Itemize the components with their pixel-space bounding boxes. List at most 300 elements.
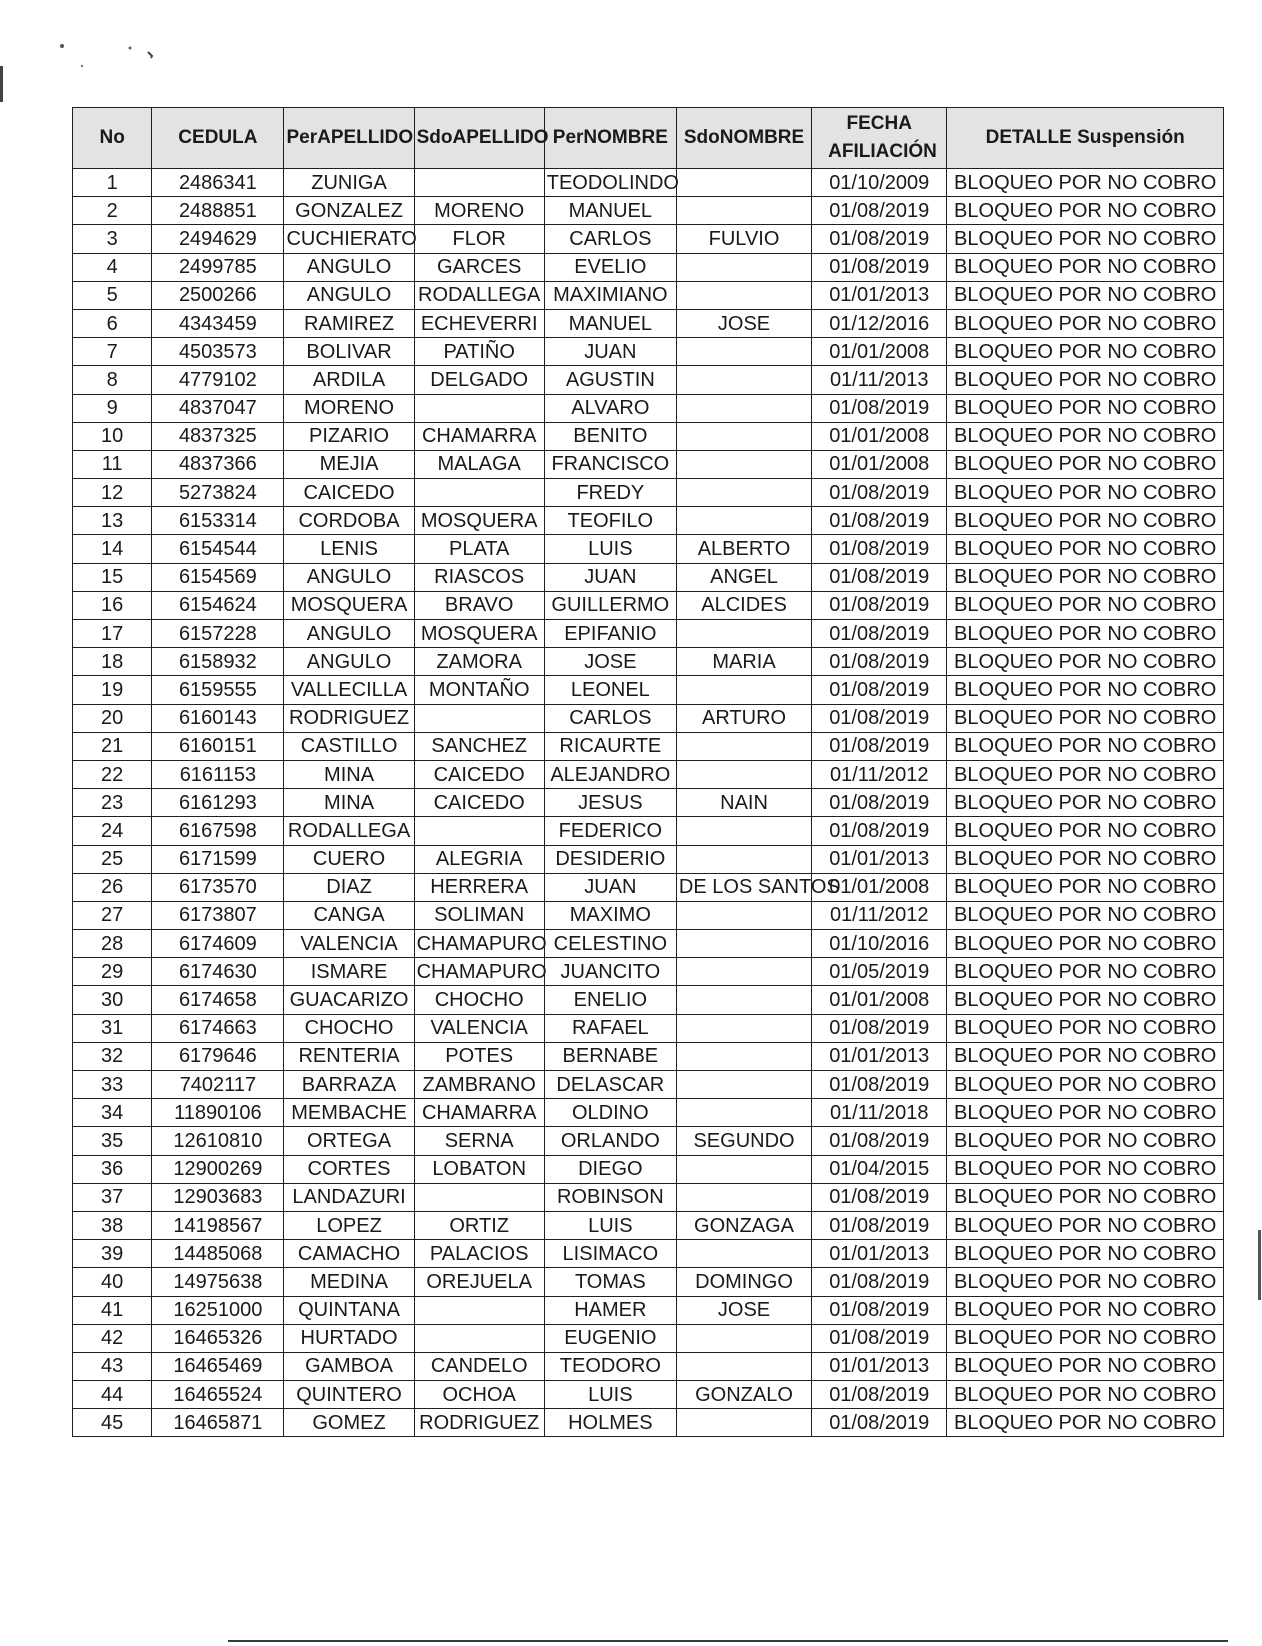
cell-fecha-afiliacion: 01/08/2019 xyxy=(812,1183,947,1211)
cell-detalle-suspension: BLOQUEO POR NO COBRO xyxy=(947,901,1224,929)
cell-detalle-suspension: BLOQUEO POR NO COBRO xyxy=(947,197,1224,225)
cell-detalle-suspension: BLOQUEO POR NO COBRO xyxy=(947,986,1224,1014)
cell-fecha-afiliacion: 01/01/2013 xyxy=(812,281,947,309)
cell-detalle-suspension: BLOQUEO POR NO COBRO xyxy=(947,648,1224,676)
cell-per-apellido: LANDAZURI xyxy=(284,1183,414,1211)
table-row xyxy=(73,507,1224,535)
cell-no: 8 xyxy=(73,366,152,394)
cell-per-apellido: CASTILLO xyxy=(284,732,414,760)
cell-sdo-nombre xyxy=(676,1155,811,1183)
cell-per-nombre: JUANCITO xyxy=(544,958,676,986)
cell-cedula: 4837366 xyxy=(152,450,284,478)
cell-no: 24 xyxy=(73,817,152,845)
cell-per-apellido: VALENCIA xyxy=(284,930,414,958)
cell-per-nombre: DELASCAR xyxy=(544,1071,676,1099)
cell-per-nombre: CELESTINO xyxy=(544,930,676,958)
cell-sdo-apellido xyxy=(414,479,544,507)
cell-sdo-nombre xyxy=(676,281,811,309)
cell-sdo-apellido: CHAMARRA xyxy=(414,422,544,450)
cell-no: 42 xyxy=(73,1324,152,1352)
cell-per-apellido: MEDINA xyxy=(284,1268,414,1296)
cell-per-nombre: DESIDERIO xyxy=(544,845,676,873)
cell-per-apellido: RENTERIA xyxy=(284,1042,414,1070)
cell-sdo-nombre xyxy=(676,338,811,366)
cell-sdo-nombre xyxy=(676,1324,811,1352)
cell-no: 9 xyxy=(73,394,152,422)
cell-sdo-nombre xyxy=(676,845,811,873)
cell-no: 1 xyxy=(73,169,152,197)
cell-cedula: 6171599 xyxy=(152,845,284,873)
cell-fecha-afiliacion: 01/08/2019 xyxy=(812,732,947,760)
cell-sdo-apellido: PLATA xyxy=(414,535,544,563)
cell-cedula: 6154624 xyxy=(152,591,284,619)
cell-no: 36 xyxy=(73,1155,152,1183)
table-row xyxy=(73,704,1224,732)
cell-sdo-nombre xyxy=(676,958,811,986)
cell-detalle-suspension: BLOQUEO POR NO COBRO xyxy=(947,1183,1224,1211)
cell-sdo-apellido: MONTAÑO xyxy=(414,676,544,704)
table-row xyxy=(73,1127,1224,1155)
cell-fecha-afiliacion: 01/01/2013 xyxy=(812,1042,947,1070)
cell-fecha-afiliacion: 01/01/2008 xyxy=(812,873,947,901)
table-row xyxy=(73,958,1224,986)
cell-per-apellido: PIZARIO xyxy=(284,422,414,450)
col-header-fecha-afiliacion: FECHA AFILIACIÓN xyxy=(812,108,947,169)
cell-fecha-afiliacion: 01/04/2015 xyxy=(812,1155,947,1183)
cell-cedula: 14975638 xyxy=(152,1268,284,1296)
cell-per-nombre: JUAN xyxy=(544,338,676,366)
cell-fecha-afiliacion: 01/05/2019 xyxy=(812,958,947,986)
cell-per-nombre: LISIMACO xyxy=(544,1240,676,1268)
cell-sdo-nombre: ALCIDES xyxy=(676,591,811,619)
cell-sdo-apellido xyxy=(414,169,544,197)
cell-sdo-nombre xyxy=(676,1409,811,1437)
cell-cedula: 4343459 xyxy=(152,309,284,337)
cell-sdo-apellido xyxy=(414,704,544,732)
cell-cedula: 6154569 xyxy=(152,563,284,591)
cell-per-apellido: QUINTERO xyxy=(284,1381,414,1409)
cell-no: 29 xyxy=(73,958,152,986)
cell-per-nombre: HAMER xyxy=(544,1296,676,1324)
cell-sdo-nombre xyxy=(676,450,811,478)
cell-per-apellido: DIAZ xyxy=(284,873,414,901)
cell-detalle-suspension: BLOQUEO POR NO COBRO xyxy=(947,704,1224,732)
cell-detalle-suspension: BLOQUEO POR NO COBRO xyxy=(947,1324,1224,1352)
cell-sdo-apellido: ZAMBRANO xyxy=(414,1071,544,1099)
cell-sdo-nombre xyxy=(676,253,811,281)
cell-detalle-suspension: BLOQUEO POR NO COBRO xyxy=(947,1014,1224,1042)
cell-fecha-afiliacion: 01/08/2019 xyxy=(812,676,947,704)
table-row xyxy=(73,479,1224,507)
cell-sdo-apellido: MALAGA xyxy=(414,450,544,478)
cell-no: 7 xyxy=(73,338,152,366)
cell-per-apellido: ANGULO xyxy=(284,563,414,591)
cell-per-apellido: ZUNIGA xyxy=(284,169,414,197)
cell-fecha-afiliacion: 01/08/2019 xyxy=(812,591,947,619)
cell-sdo-apellido xyxy=(414,1324,544,1352)
scan-speck xyxy=(60,44,64,48)
table-row xyxy=(73,197,1224,225)
cell-cedula: 16465326 xyxy=(152,1324,284,1352)
cell-sdo-nombre xyxy=(676,507,811,535)
cell-no: 16 xyxy=(73,591,152,619)
table-row xyxy=(73,1296,1224,1324)
cell-cedula: 12610810 xyxy=(152,1127,284,1155)
cell-fecha-afiliacion: 01/01/2013 xyxy=(812,1240,947,1268)
cell-per-apellido: MEJIA xyxy=(284,450,414,478)
cell-sdo-nombre: NAIN xyxy=(676,789,811,817)
cell-per-nombre: TEODOLINDO xyxy=(544,169,676,197)
table-row xyxy=(73,1409,1224,1437)
footer-rule xyxy=(228,1640,1228,1642)
cell-per-nombre: AGUSTIN xyxy=(544,366,676,394)
table-row xyxy=(73,760,1224,788)
cell-fecha-afiliacion: 01/08/2019 xyxy=(812,225,947,253)
cell-detalle-suspension: BLOQUEO POR NO COBRO xyxy=(947,338,1224,366)
cell-cedula: 6174630 xyxy=(152,958,284,986)
cell-sdo-apellido: CANDELO xyxy=(414,1352,544,1380)
cell-per-nombre: BENITO xyxy=(544,422,676,450)
cell-sdo-nombre xyxy=(676,986,811,1014)
cell-sdo-nombre xyxy=(676,394,811,422)
cell-no: 28 xyxy=(73,930,152,958)
cell-no: 41 xyxy=(73,1296,152,1324)
table-row xyxy=(73,1042,1224,1070)
cell-per-apellido: RODALLEGA xyxy=(284,817,414,845)
cell-cedula: 6161153 xyxy=(152,760,284,788)
cell-per-apellido: HURTADO xyxy=(284,1324,414,1352)
cell-no: 4 xyxy=(73,253,152,281)
cell-per-nombre: EUGENIO xyxy=(544,1324,676,1352)
cell-detalle-suspension: BLOQUEO POR NO COBRO xyxy=(947,169,1224,197)
table-row xyxy=(73,1071,1224,1099)
cell-no: 11 xyxy=(73,450,152,478)
scan-speck xyxy=(81,65,83,67)
cell-cedula: 16465871 xyxy=(152,1409,284,1437)
cell-fecha-afiliacion: 01/12/2016 xyxy=(812,309,947,337)
cell-per-nombre: ROBINSON xyxy=(544,1183,676,1211)
cell-per-nombre: MAXIMO xyxy=(544,901,676,929)
cell-per-nombre: ALVARO xyxy=(544,394,676,422)
cell-no: 40 xyxy=(73,1268,152,1296)
cell-detalle-suspension: BLOQUEO POR NO COBRO xyxy=(947,1155,1224,1183)
cell-per-nombre: GUILLERMO xyxy=(544,591,676,619)
cell-detalle-suspension: BLOQUEO POR NO COBRO xyxy=(947,479,1224,507)
cell-cedula: 6154544 xyxy=(152,535,284,563)
cell-per-nombre: ORLANDO xyxy=(544,1127,676,1155)
cell-fecha-afiliacion: 01/11/2012 xyxy=(812,760,947,788)
cell-detalle-suspension: BLOQUEO POR NO COBRO xyxy=(947,789,1224,817)
cell-fecha-afiliacion: 01/01/2008 xyxy=(812,986,947,1014)
cell-fecha-afiliacion: 01/08/2019 xyxy=(812,1296,947,1324)
cell-cedula: 7402117 xyxy=(152,1071,284,1099)
cell-cedula: 6153314 xyxy=(152,507,284,535)
cell-no: 45 xyxy=(73,1409,152,1437)
table-row xyxy=(73,1352,1224,1380)
cell-per-nombre: MAXIMIANO xyxy=(544,281,676,309)
cell-per-nombre: RICAURTE xyxy=(544,732,676,760)
cell-per-apellido: CORDOBA xyxy=(284,507,414,535)
cell-cedula: 6174609 xyxy=(152,930,284,958)
cell-no: 27 xyxy=(73,901,152,929)
scan-edge-mark xyxy=(1258,1230,1261,1300)
cell-sdo-nombre xyxy=(676,1240,811,1268)
cell-sdo-nombre xyxy=(676,930,811,958)
cell-no: 5 xyxy=(73,281,152,309)
cell-no: 25 xyxy=(73,845,152,873)
cell-fecha-afiliacion: 01/11/2012 xyxy=(812,901,947,929)
cell-detalle-suspension: BLOQUEO POR NO COBRO xyxy=(947,1240,1224,1268)
cell-fecha-afiliacion: 01/08/2019 xyxy=(812,1127,947,1155)
table-row xyxy=(73,1155,1224,1183)
cell-per-nombre: MANUEL xyxy=(544,309,676,337)
table-row xyxy=(73,789,1224,817)
cell-per-apellido: LOPEZ xyxy=(284,1211,414,1239)
cell-sdo-apellido: MORENO xyxy=(414,197,544,225)
cell-detalle-suspension: BLOQUEO POR NO COBRO xyxy=(947,1409,1224,1437)
cell-per-nombre: JOSE xyxy=(544,648,676,676)
cell-per-nombre: DIEGO xyxy=(544,1155,676,1183)
cell-sdo-apellido: SERNA xyxy=(414,1127,544,1155)
cell-cedula: 6174663 xyxy=(152,1014,284,1042)
cell-detalle-suspension: BLOQUEO POR NO COBRO xyxy=(947,281,1224,309)
cell-fecha-afiliacion: 01/08/2019 xyxy=(812,704,947,732)
cell-cedula: 16465524 xyxy=(152,1381,284,1409)
cell-no: 14 xyxy=(73,535,152,563)
cell-sdo-apellido: VALENCIA xyxy=(414,1014,544,1042)
cell-per-nombre: TEODORO xyxy=(544,1352,676,1380)
cell-sdo-nombre xyxy=(676,1099,811,1127)
table-row xyxy=(73,366,1224,394)
table-row xyxy=(73,873,1224,901)
cell-sdo-apellido: CAICEDO xyxy=(414,760,544,788)
cell-cedula: 14485068 xyxy=(152,1240,284,1268)
cell-per-nombre: HOLMES xyxy=(544,1409,676,1437)
cell-fecha-afiliacion: 01/08/2019 xyxy=(812,1211,947,1239)
cell-sdo-nombre: ARTURO xyxy=(676,704,811,732)
scan-speck xyxy=(148,52,152,58)
table-row xyxy=(73,620,1224,648)
cell-fecha-afiliacion: 01/08/2019 xyxy=(812,1409,947,1437)
cell-sdo-apellido: POTES xyxy=(414,1042,544,1070)
cell-fecha-afiliacion: 01/08/2019 xyxy=(812,394,947,422)
cell-sdo-apellido: RODRIGUEZ xyxy=(414,1409,544,1437)
cell-per-apellido: MINA xyxy=(284,789,414,817)
cell-sdo-apellido: SOLIMAN xyxy=(414,901,544,929)
cell-no: 6 xyxy=(73,309,152,337)
cell-sdo-nombre: MARIA xyxy=(676,648,811,676)
table-row xyxy=(73,1099,1224,1127)
cell-fecha-afiliacion: 01/08/2019 xyxy=(812,1014,947,1042)
cell-detalle-suspension: BLOQUEO POR NO COBRO xyxy=(947,873,1224,901)
cell-no: 44 xyxy=(73,1381,152,1409)
table-row xyxy=(73,1211,1224,1239)
cell-per-nombre: BERNABE xyxy=(544,1042,676,1070)
table-row xyxy=(73,394,1224,422)
cell-detalle-suspension: BLOQUEO POR NO COBRO xyxy=(947,1381,1224,1409)
cell-sdo-nombre xyxy=(676,1042,811,1070)
cell-no: 15 xyxy=(73,563,152,591)
cell-per-nombre: JUAN xyxy=(544,873,676,901)
cell-sdo-apellido: CHAMARRA xyxy=(414,1099,544,1127)
cell-per-apellido: QUINTANA xyxy=(284,1296,414,1324)
table-row xyxy=(73,169,1224,197)
cell-per-nombre: LUIS xyxy=(544,535,676,563)
cell-sdo-apellido: RODALLEGA xyxy=(414,281,544,309)
cell-detalle-suspension: BLOQUEO POR NO COBRO xyxy=(947,1352,1224,1380)
cell-detalle-suspension: BLOQUEO POR NO COBRO xyxy=(947,1071,1224,1099)
scan-speck xyxy=(129,47,132,50)
cell-per-apellido: MEMBACHE xyxy=(284,1099,414,1127)
cell-sdo-nombre xyxy=(676,479,811,507)
cell-fecha-afiliacion: 01/08/2019 xyxy=(812,479,947,507)
cell-fecha-afiliacion: 01/11/2013 xyxy=(812,366,947,394)
cell-per-apellido: CUCHIERATO xyxy=(284,225,414,253)
table-row xyxy=(73,591,1224,619)
cell-detalle-suspension: BLOQUEO POR NO COBRO xyxy=(947,1042,1224,1070)
table-row xyxy=(73,732,1224,760)
cell-sdo-apellido: CAICEDO xyxy=(414,789,544,817)
table-row xyxy=(73,930,1224,958)
cell-sdo-nombre: SEGUNDO xyxy=(676,1127,811,1155)
cell-cedula: 11890106 xyxy=(152,1099,284,1127)
cell-fecha-afiliacion: 01/08/2019 xyxy=(812,535,947,563)
cell-per-apellido: VALLECILLA xyxy=(284,676,414,704)
cell-fecha-afiliacion: 01/08/2019 xyxy=(812,563,947,591)
cell-detalle-suspension: BLOQUEO POR NO COBRO xyxy=(947,309,1224,337)
cell-sdo-nombre xyxy=(676,620,811,648)
cell-per-nombre: JUAN xyxy=(544,563,676,591)
cell-fecha-afiliacion: 01/01/2008 xyxy=(812,338,947,366)
cell-per-apellido: GOMEZ xyxy=(284,1409,414,1437)
cell-detalle-suspension: BLOQUEO POR NO COBRO xyxy=(947,817,1224,845)
cell-per-apellido: ISMARE xyxy=(284,958,414,986)
cell-cedula: 6160151 xyxy=(152,732,284,760)
cell-sdo-apellido: RIASCOS xyxy=(414,563,544,591)
cell-no: 10 xyxy=(73,422,152,450)
cell-no: 26 xyxy=(73,873,152,901)
cell-cedula: 6159555 xyxy=(152,676,284,704)
table-row xyxy=(73,338,1224,366)
table-header xyxy=(73,108,1224,169)
cell-per-nombre: CARLOS xyxy=(544,225,676,253)
cell-detalle-suspension: BLOQUEO POR NO COBRO xyxy=(947,535,1224,563)
cell-sdo-nombre: GONZAGA xyxy=(676,1211,811,1239)
cell-per-apellido: LENIS xyxy=(284,535,414,563)
cell-no: 34 xyxy=(73,1099,152,1127)
table-row xyxy=(73,281,1224,309)
cell-per-nombre: LEONEL xyxy=(544,676,676,704)
cell-sdo-nombre: FULVIO xyxy=(676,225,811,253)
cell-per-nombre: MANUEL xyxy=(544,197,676,225)
cell-detalle-suspension: BLOQUEO POR NO COBRO xyxy=(947,253,1224,281)
cell-per-nombre: EVELIO xyxy=(544,253,676,281)
suspension-table xyxy=(72,107,1224,1437)
cell-detalle-suspension: BLOQUEO POR NO COBRO xyxy=(947,1099,1224,1127)
cell-detalle-suspension: BLOQUEO POR NO COBRO xyxy=(947,676,1224,704)
table-row xyxy=(73,253,1224,281)
cell-detalle-suspension: BLOQUEO POR NO COBRO xyxy=(947,958,1224,986)
cell-sdo-apellido: PALACIOS xyxy=(414,1240,544,1268)
cell-fecha-afiliacion: 01/08/2019 xyxy=(812,1324,947,1352)
cell-cedula: 4837047 xyxy=(152,394,284,422)
cell-fecha-afiliacion: 01/08/2019 xyxy=(812,253,947,281)
cell-detalle-suspension: BLOQUEO POR NO COBRO xyxy=(947,1268,1224,1296)
cell-fecha-afiliacion: 01/11/2018 xyxy=(812,1099,947,1127)
cell-cedula: 6157228 xyxy=(152,620,284,648)
cell-sdo-nombre: ANGEL xyxy=(676,563,811,591)
table-row xyxy=(73,648,1224,676)
col-header-sdo-apellido: SdoAPELLIDO xyxy=(414,108,544,169)
cell-per-nombre: LUIS xyxy=(544,1211,676,1239)
cell-sdo-apellido: ZAMORA xyxy=(414,648,544,676)
cell-per-apellido: ARDILA xyxy=(284,366,414,394)
cell-no: 2 xyxy=(73,197,152,225)
cell-sdo-nombre xyxy=(676,422,811,450)
table-row xyxy=(73,1324,1224,1352)
cell-sdo-nombre xyxy=(676,197,811,225)
cell-no: 18 xyxy=(73,648,152,676)
cell-detalle-suspension: BLOQUEO POR NO COBRO xyxy=(947,507,1224,535)
cell-cedula: 4503573 xyxy=(152,338,284,366)
cell-sdo-nombre xyxy=(676,732,811,760)
cell-sdo-nombre: ALBERTO xyxy=(676,535,811,563)
cell-sdo-nombre xyxy=(676,1183,811,1211)
cell-sdo-apellido xyxy=(414,1296,544,1324)
cell-per-apellido: MINA xyxy=(284,760,414,788)
cell-no: 30 xyxy=(73,986,152,1014)
cell-per-nombre: OLDINO xyxy=(544,1099,676,1127)
cell-cedula: 14198567 xyxy=(152,1211,284,1239)
cell-detalle-suspension: BLOQUEO POR NO COBRO xyxy=(947,422,1224,450)
cell-sdo-apellido: SANCHEZ xyxy=(414,732,544,760)
cell-per-nombre: JESUS xyxy=(544,789,676,817)
table-row xyxy=(73,901,1224,929)
table-row xyxy=(73,422,1224,450)
cell-no: 20 xyxy=(73,704,152,732)
cell-cedula: 2500266 xyxy=(152,281,284,309)
cell-per-nombre: TOMAS xyxy=(544,1268,676,1296)
cell-detalle-suspension: BLOQUEO POR NO COBRO xyxy=(947,620,1224,648)
cell-sdo-apellido: MOSQUERA xyxy=(414,620,544,648)
cell-per-apellido: BOLIVAR xyxy=(284,338,414,366)
col-header-sdo-nombre: SdoNOMBRE xyxy=(676,108,811,169)
cell-per-nombre: FEDERICO xyxy=(544,817,676,845)
cell-sdo-apellido: HERRERA xyxy=(414,873,544,901)
cell-per-nombre: RAFAEL xyxy=(544,1014,676,1042)
cell-per-nombre: CARLOS xyxy=(544,704,676,732)
cell-detalle-suspension: BLOQUEO POR NO COBRO xyxy=(947,732,1224,760)
cell-no: 43 xyxy=(73,1352,152,1380)
cell-detalle-suspension: BLOQUEO POR NO COBRO xyxy=(947,366,1224,394)
cell-sdo-apellido xyxy=(414,394,544,422)
cell-sdo-apellido xyxy=(414,817,544,845)
cell-fecha-afiliacion: 01/08/2019 xyxy=(812,197,947,225)
cell-detalle-suspension: BLOQUEO POR NO COBRO xyxy=(947,760,1224,788)
cell-cedula: 6173570 xyxy=(152,873,284,901)
cell-cedula: 2486341 xyxy=(152,169,284,197)
cell-detalle-suspension: BLOQUEO POR NO COBRO xyxy=(947,1127,1224,1155)
table-row xyxy=(73,309,1224,337)
cell-per-nombre: FRANCISCO xyxy=(544,450,676,478)
cell-cedula: 12900269 xyxy=(152,1155,284,1183)
cell-sdo-apellido: LOBATON xyxy=(414,1155,544,1183)
cell-per-apellido: MORENO xyxy=(284,394,414,422)
table-row xyxy=(73,1381,1224,1409)
table-row xyxy=(73,845,1224,873)
col-header-per-nombre: PerNOMBRE xyxy=(544,108,676,169)
cell-per-apellido: BARRAZA xyxy=(284,1071,414,1099)
